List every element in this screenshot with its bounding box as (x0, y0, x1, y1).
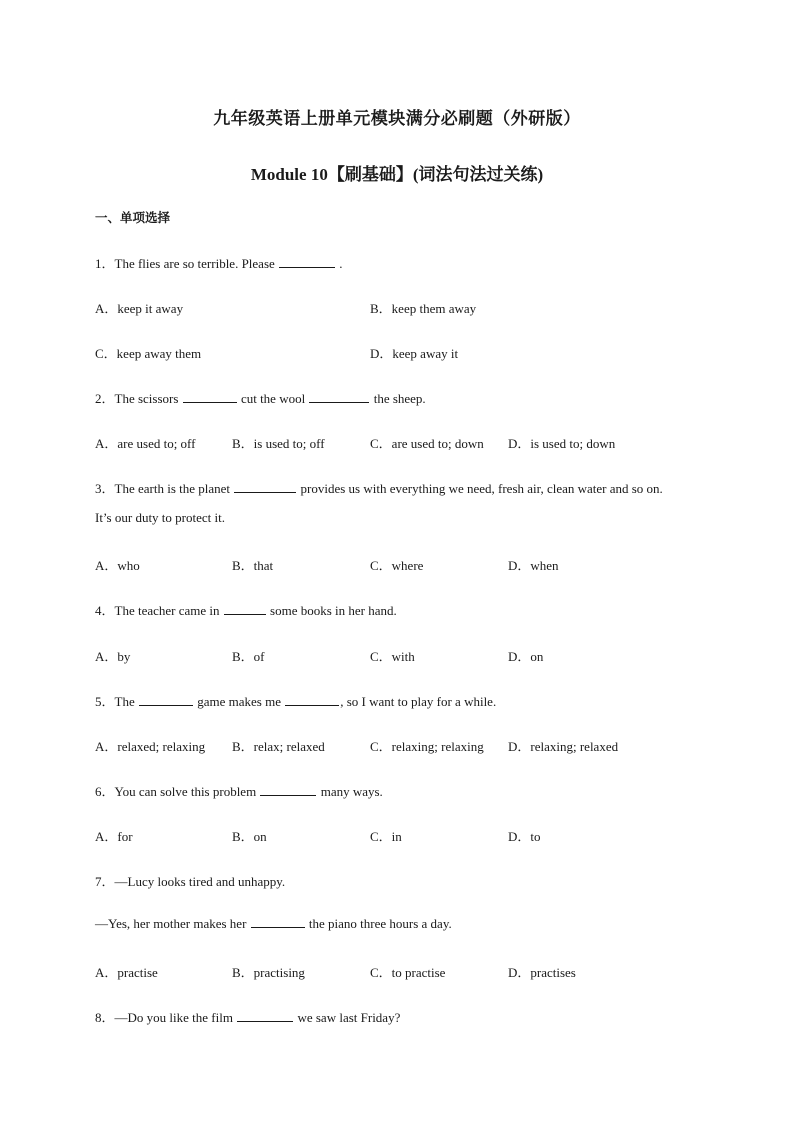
option-b[interactable]: B．that (232, 558, 274, 573)
option-a[interactable]: A．are used to; off (95, 436, 196, 451)
question-text: —Yes, her mother makes her (95, 916, 250, 931)
document-title: 九年级英语上册单元模块满分必刷题（外研版） (213, 109, 581, 129)
question-text: The scissors (114, 391, 182, 406)
question-text: many ways. (317, 784, 383, 799)
option-d[interactable]: D．practises (508, 965, 576, 980)
question-text: provides us with everything we need, fresh air, clean water and so on. (297, 481, 663, 496)
option-d[interactable]: D．on (508, 649, 544, 664)
answer-blank[interactable] (224, 603, 266, 615)
question-text: The (114, 694, 138, 709)
question-text: the sheep. (370, 391, 426, 406)
question-text: —Do you like the film (114, 1010, 237, 1025)
option-c[interactable]: C．keep away them (95, 346, 202, 361)
question-4 (95, 600, 397, 619)
answer-blank[interactable] (237, 1010, 293, 1022)
option-d[interactable]: D．keep away it (370, 346, 459, 361)
question-7-reply (95, 916, 452, 932)
question-6 (95, 781, 383, 800)
option-d[interactable]: D．relaxing; relaxed (508, 739, 619, 754)
option-d[interactable]: D．to (508, 829, 541, 844)
section-heading: 一、单项选择 (95, 210, 171, 225)
question-8 (95, 1007, 400, 1026)
answer-blank[interactable] (183, 391, 237, 403)
question-text: the piano three hours a day. (305, 916, 452, 931)
option-c[interactable]: C．relaxing; relaxing (370, 739, 484, 754)
question-number: 6． (95, 784, 115, 799)
option-b[interactable]: B．on (232, 829, 267, 844)
answer-blank[interactable] (285, 694, 339, 706)
option-a[interactable]: A．by (95, 649, 131, 664)
question-text: —Lucy looks tired and unhappy. (114, 874, 286, 889)
option-a[interactable]: A．who (95, 558, 140, 573)
question-text: game makes me (193, 694, 285, 709)
question-number: 4． (95, 603, 115, 618)
option-b[interactable]: B．of (232, 649, 265, 664)
option-c[interactable]: C．in (370, 829, 402, 844)
question-text: cut the wool (237, 391, 309, 406)
question-7 (95, 871, 285, 890)
question-number: 3． (95, 481, 115, 496)
option-a[interactable]: A．relaxed; relaxing (95, 739, 206, 754)
question-number: 5． (95, 694, 115, 709)
answer-blank[interactable] (251, 916, 305, 928)
option-b[interactable]: B．is used to; off (232, 436, 325, 451)
answer-blank[interactable] (139, 694, 193, 706)
question-3 (95, 478, 663, 497)
question-text: we saw last Friday? (294, 1010, 401, 1025)
question-3-continuation: It’s our duty to protect it. (95, 510, 225, 525)
document-subtitle: Module 10【刷基础】(词法句法过关练) (250, 165, 544, 184)
option-c[interactable]: C．are used to; down (370, 436, 484, 451)
question-text: , so I want to play for a while. (340, 694, 497, 709)
question-number: 1． (95, 256, 115, 271)
question-2 (95, 388, 426, 407)
option-d[interactable]: D．is used to; down (508, 436, 616, 451)
question-text: The flies are so terrible. Please (114, 256, 279, 271)
question-text: . (336, 256, 343, 271)
option-c[interactable]: C．to practise (370, 965, 446, 980)
answer-blank[interactable] (260, 784, 316, 796)
option-c[interactable]: C．where (370, 558, 424, 573)
option-c[interactable]: C．with (370, 649, 415, 664)
option-b[interactable]: B．relax; relaxed (232, 739, 325, 754)
question-text: The earth is the planet (114, 481, 234, 496)
option-a[interactable]: A．practise (95, 965, 158, 980)
option-a[interactable]: A．for (95, 829, 133, 844)
question-number: 8． (95, 1010, 115, 1025)
question-5 (95, 691, 496, 710)
question-1 (95, 253, 343, 272)
option-b[interactable]: B．practising (232, 965, 305, 980)
question-text: You can solve this problem (114, 784, 260, 799)
option-d[interactable]: D．when (508, 558, 559, 573)
question-text: The teacher came in (114, 603, 223, 618)
question-number: 2． (95, 391, 115, 406)
answer-blank[interactable] (234, 481, 296, 493)
question-text: some books in her hand. (266, 603, 397, 618)
option-b[interactable]: B．keep them away (370, 301, 477, 316)
answer-blank[interactable] (309, 391, 369, 403)
question-number: 7． (95, 874, 115, 889)
answer-blank[interactable] (279, 256, 335, 268)
option-a[interactable]: A．keep it away (95, 301, 184, 316)
